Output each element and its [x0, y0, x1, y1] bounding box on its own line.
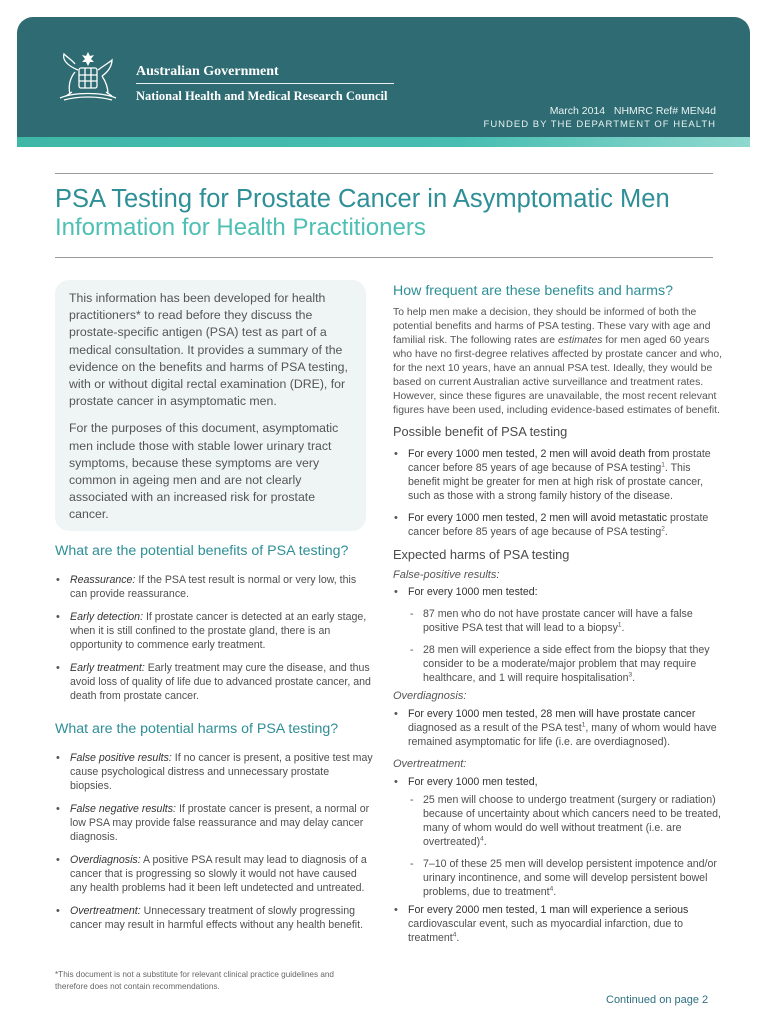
harms-heading: What are the potential harms of PSA testing?: [55, 721, 339, 737]
list-item: • For every 1000 men tested: - 87 men who do not have prostate cancer will have a false positive PSA test that will lead to a biopsy$^1$. - 28 men will experience a side effect from the biopsy that they consider to be a moderate/major problem that may require healthcare, and 1 will require hospitalisation$^3$.: [393, 585, 723, 685]
benefits-heading: What are the potential benefits of PSA testing?: [55, 543, 349, 559]
page-subtitle: Information for Health Practitioners: [55, 214, 426, 241]
overdiagnosis-subheading: Overdiagnosis:: [393, 690, 467, 702]
list-item: - 25 men will choose to undergo treatment (surgery or radiation) because of uncertainty about which cancers need to be treated, many of whom would do well without treatment (i.e. are overtreated)$^4$.: [408, 793, 723, 849]
overtreatment-list: [393, 775, 723, 945]
benefits-list: [55, 573, 373, 703]
possible-benefit-heading: Possible benefit of PSA testing: [393, 424, 568, 439]
list-item: - 87 men who do not have prostate cancer will have a false positive PSA test that will lead to a biopsy$^1$.: [408, 607, 723, 635]
list-item: • Overdiagnosis: A positive PSA result may lead to diagnosis of a cancer that is progressing so slowly it would not have caused any health problems had it been left undetected and untreated.: [55, 853, 373, 895]
false-positive-sublist: [408, 607, 723, 685]
list-item: • Reassurance: If the PSA test result is normal or very low, this can provide reassurance.: [55, 573, 373, 601]
government-name: Australian Government: [136, 64, 279, 79]
overtreatment-subheading: Overtreatment:: [393, 758, 467, 770]
list-item: • For every 1000 men tested, 2 men will avoid metastatic prostate cancer before 85 years of age because of PSA testing$^2$.: [393, 511, 723, 539]
right-column: [393, 282, 723, 945]
false-positive-list: [393, 585, 723, 685]
title-bottom-rule: [55, 257, 713, 258]
agency-logotype: [136, 64, 394, 103]
australian-coat-of-arms-icon: [50, 48, 126, 106]
intro-paragraph-2: For the purposes of this document, asymptomatic men include those with stable lower urinary tract symptoms, because these symptoms are very common in ageing men and are not clearly associated with an increased risk for prostate cancer.: [69, 421, 339, 522]
possible-benefit-list: [393, 447, 723, 539]
list-item: • For every 2000 men tested, 1 man will experience a serious cardiovascular event, such as myocardial infarction, due to treatment$^4$.: [393, 903, 723, 945]
list-item: • For every 1000 men tested, 28 men will have prostate cancer diagnosed as a result of the PSA test$^1$, many of whom would have remained asymptomatic for life (i.e. are overdiagnosed).: [393, 707, 723, 749]
document-meta: [484, 105, 716, 131]
list-item: - 7–10 of these 25 men will develop persistent impotence and/or urinary incontinence, and some will develop persistent bowel problems, due to treatment$^4$.: [408, 857, 723, 899]
logotype-divider: [136, 83, 394, 84]
false-positive-subheading: False-positive results:: [393, 569, 500, 581]
intro-paragraph-1: This information has been developed for health practitioners* to read before they discuss the prostate-specific antigen (PSA) test as part of a medical consultation. It provides a summary of the evidence on the benefits and harms of PSA testing, with or without digital rectal examination (DRE), for prostate cancer in asymptomatic men.: [69, 291, 348, 409]
header-accent-stripe: [17, 137, 750, 147]
left-column: [55, 542, 373, 932]
list-item: • False negative results: If prostate cancer is present, a normal or low PSA may provide false reassurance and may delay cancer diagnosis.: [55, 802, 373, 844]
list-item: • Early detection: If prostate cancer is detected at an early stage, when it is still confined to the prostate gland, there is an opportunity to commence early treatment.: [55, 610, 373, 652]
expected-harms-heading: Expected harms of PSA testing: [393, 547, 570, 562]
list-item: • For every 1000 men tested, 2 men will avoid death from prostate cancer before 85 years of age because of PSA testing$^1$. This benefit might be greater for men at high risk of prostate cancer, such as those with a strong family history of the disease.: [393, 447, 723, 503]
list-item: • Overtreatment: Unnecessary treatment of slowly progressing cancer may result in harmful effects without any health benefit.: [55, 904, 373, 932]
council-name: National Health and Medical Research Council: [136, 89, 388, 103]
page-title: PSA Testing for Prostate Cancer in Asymptomatic Men: [55, 185, 670, 213]
title-top-rule: [55, 173, 713, 174]
harms-list: [55, 751, 373, 932]
frequency-body: To help men make a decision, they should be informed of both the potential benefits and harms of PSA testing. These vary with age and familial risk. The following rates are estimates for men aged 60 years who have no first-degree relatives affected by prostate cancer and who, for the next 10 years, have an annual PSA test. Ideally, they would be based on current Australian active surveillance and treatment rates. However, since these figures are unavailable, the most recent relevant figures have been used, including evidence-based estimates of benefit.: [393, 307, 723, 416]
intro-box: [55, 280, 366, 531]
reference-line: March 2014 NHMRC Ref# MEN4d: [549, 105, 716, 117]
frequency-heading: How frequent are these benefits and harms?: [393, 283, 673, 299]
overdiagnosis-list: [393, 707, 723, 749]
list-item: • For every 1000 men tested, - 25 men will choose to undergo treatment (surgery or radiation) because of uncertainty about which cancers need to be treated, many of whom would do well without treatment (i.e. are overtreated)$^4$. - 7–10 of these 25 men will develop persistent impotence and/or urinary incontinence, and some will develop persistent bowel problems, due to treatment$^4$.: [393, 775, 723, 899]
list-item: - 28 men will experience a side effect from the biopsy that they consider to be a moderate/major problem that may require healthcare, and 1 will require hospitalisation$^3$.: [408, 643, 723, 685]
footnote: *This document is not a substitute for relevant clinical practice guidelines and therefore does not contain recommendations.: [55, 970, 334, 991]
list-item: • Early treatment: Early treatment may cure the disease, and thus avoid loss of quality of life due to advanced prostate cancer, and death from prostate cancer.: [55, 661, 373, 703]
continued-on-page-link[interactable]: Continued on page 2: [606, 994, 709, 1006]
list-item: • False positive results: If no cancer is present, a positive test may cause psychological distress and unnecessary prostate biopsies.: [55, 751, 373, 793]
overtreatment-sublist: [408, 793, 723, 899]
funded-line: FUNDED BY THE DEPARTMENT OF HEALTH: [483, 119, 716, 130]
